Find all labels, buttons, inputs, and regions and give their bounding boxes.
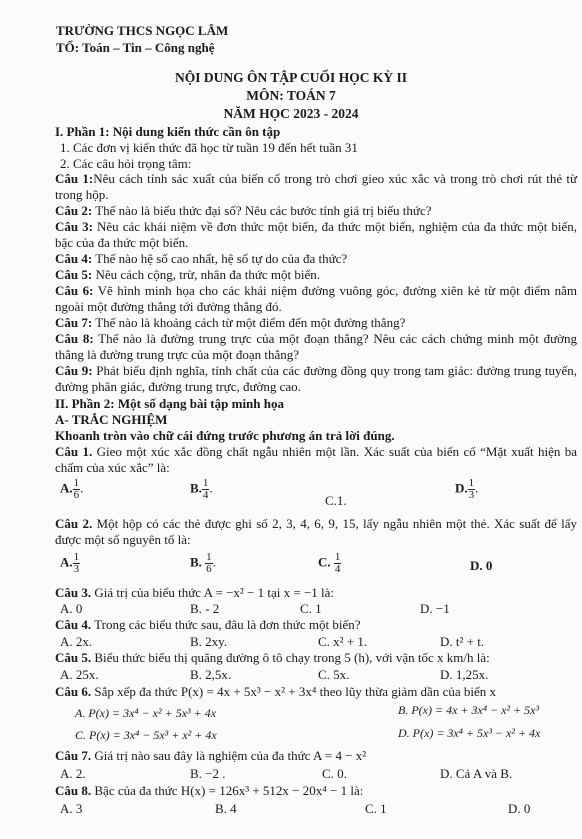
mcq-6-question: Câu 6. Sắp xếp đa thức P(x) = 4x + 5x³ − x² + 3x⁴ theo lũy thừa giảm dần của biến x xyxy=(55,684,496,699)
mcq-1-option-a[interactable]: A. $\frac{1}{6}$ . xyxy=(60,477,84,501)
mcq-3-option-c[interactable]: C. 1 xyxy=(300,601,322,616)
mcq-5-question: Câu 5. Biểu thức biểu thị quãng đường ô tô chạy trong 5 (h), với vận tốc x km/h là: xyxy=(55,650,490,665)
part1-item1: 1. Các đơn vị kiến thức đã học từ tuần 19 đến hết tuần 31 xyxy=(60,140,358,155)
mcq-4-option-a[interactable]: A. 2x. xyxy=(60,634,93,649)
question-6: Câu 6: Vẽ hình minh họa cho các khái niệm đường vuông góc, đường xiên kẻ từ một điểm nằm ngoài một đường thẳng tới đường thẳng đó. xyxy=(55,283,577,314)
school-year: NĂM HỌC 2023 - 2024 xyxy=(223,106,359,121)
mcq-7-option-d[interactable]: D. Cả A và B. xyxy=(440,766,513,781)
mcq-3-option-b[interactable]: B. - 2 xyxy=(190,601,220,616)
mcq-3-option-a[interactable]: A. 0 xyxy=(60,601,83,616)
question-7: Câu 7: Thế nào là khoảng cách từ một điểm đến một đường thẳng? xyxy=(55,315,406,330)
mcq-1-question: Câu 1. Gieo một xúc xắc đồng chất ngẫu nhiên một lần. Xác suất của biến cố “Mặt xuất hiện ba chấm của xúc xắc” là: xyxy=(55,444,577,475)
mcq-3-question: Câu 3. Giá trị của biểu thức A = −x² − 1 tại x = −1 là: xyxy=(55,585,335,600)
part2-heading: II. Phần 2: Một số dạng bài tập minh họa xyxy=(55,396,284,411)
mcq-1-option-c[interactable]: C.1. xyxy=(325,493,347,508)
mcq-6-option-c[interactable]: C. P(x) = 3x⁴ − 5x³ + x² + 4x xyxy=(75,728,217,742)
mcq-1-option-d[interactable]: D. $\frac{1}{3}$ . xyxy=(455,477,479,501)
mcq-4-option-c[interactable]: C. x² + 1. xyxy=(318,634,368,649)
mcq-2-option-b[interactable]: B. $\frac{1}{6}$ . xyxy=(190,551,216,575)
question-1: Câu 1:Nêu cách tính sác xuất của biến cố trong trò chơi gieo xúc xắc và trong trò chơi rút thẻ từ trong hộp. xyxy=(55,171,577,202)
mcq-instruction: Khoanh tròn vào chữ cái đứng trước phương án trả lời đúng. xyxy=(55,428,395,443)
question-5: Câu 5: Nêu cách cộng, trừ, nhân đa thức một biến. xyxy=(55,267,321,282)
section-heading: A- TRẮC NGHIỆM xyxy=(55,412,168,427)
mcq-6-option-a[interactable]: A. P(x) = 3x⁴ − x² + 5x³ + 4x xyxy=(75,706,217,720)
part1-heading: I. Phần 1: Nội dung kiến thức cần ôn tập xyxy=(55,124,281,139)
mcq-2-option-a[interactable]: A. $\frac{1}{3}$ xyxy=(60,551,80,575)
mcq-2-option-d[interactable]: D. 0 xyxy=(470,558,493,573)
question-9: Câu 9: Phát biểu định nghĩa, tính chất của các đường đồng quy trong tam giác: đường trung tuyến, đường phân giác, đường trung trực, đường cao. xyxy=(55,363,578,394)
mcq-5-option-c[interactable]: C. 5x. xyxy=(318,667,350,682)
doc-title: NỘI DUNG ÔN TẬP CUỐI HỌC KỲ II xyxy=(175,70,407,85)
mcq-2-option-c[interactable]: C. $\frac{1}{4}$ xyxy=(318,551,341,575)
mcq-5-option-a[interactable]: A. 25x. xyxy=(60,667,99,682)
mcq-8-option-d[interactable]: D. 0 xyxy=(508,801,531,816)
mcq-2-question: Câu 2. Một hộp có các thẻ được ghi số 2, 3, 4, 6, 9, 15, lấy ngẫu nhiên một thẻ. Xác suất để lấy được một số nguyên tố là: xyxy=(55,516,578,547)
mcq-7-option-c[interactable]: C. 0. xyxy=(322,766,347,781)
mcq-7-option-a[interactable]: A. 2. xyxy=(60,766,86,781)
mcq-5-option-b[interactable]: B. 2,5x. xyxy=(190,667,232,682)
mcq-8-question: Câu 8. Bậc của đa thức H(x) = 126x³ + 512x − 20x⁴ − 1 là: xyxy=(55,783,364,798)
mcq-4-question: Câu 4. Trong các biểu thức sau, đâu là đơn thức một biến? xyxy=(55,617,361,632)
question-2: Câu 2: Thế nào là biểu thức đại số? Nêu các bước tính giá trị biểu thức? xyxy=(55,203,432,218)
mcq-8-option-a[interactable]: A. 3 xyxy=(60,801,83,816)
part1-item2: 2. Các câu hỏi trọng tâm: xyxy=(60,156,192,171)
department: TỔ: Toán – Tin – Công nghệ xyxy=(56,40,215,55)
question-4: Câu 4: Thế nào hệ số cao nhất, hệ số tự do của đa thức? xyxy=(55,251,348,266)
question-8: Câu 8: Thế nào là đường trung trực của một đoạn thẳng? Nêu các cách chứng minh một đường thẳng là đường trung trực của một đoạn thẳng? xyxy=(55,331,577,362)
mcq-8-option-c[interactable]: C. 1 xyxy=(365,801,387,816)
mcq-3-option-d[interactable]: D. −1 xyxy=(420,601,450,616)
subject-line: MÔN: TOÁN 7 xyxy=(246,88,336,103)
mcq-1-option-b[interactable]: B. $\frac{1}{4}$ . xyxy=(190,477,213,501)
mcq-6-option-d[interactable]: D. P(x) = 3x⁴ + 5x³ − x² + 4x xyxy=(398,726,541,740)
mcq-6-option-b[interactable]: B. P(x) = 4x + 3x⁴ − x² + 5x³ xyxy=(398,703,540,717)
mcq-7-question: Câu 7. Giá trị nào sau đây là nghiệm của đa thức A = 4 − x² xyxy=(55,748,367,763)
question-3: Câu 3: Nêu các khái niệm về đơn thức một biến, đa thức một biến, nghiệm của đa thức một biến, bậc của đa thức một biến. xyxy=(55,219,577,250)
mcq-4-option-d[interactable]: D. t² + t. xyxy=(440,634,485,649)
school-name: TRƯỜNG THCS NGỌC LÂM xyxy=(56,23,229,38)
mcq-8-option-b[interactable]: B. 4 xyxy=(215,801,237,816)
mcq-7-option-b[interactable]: B. −2 . xyxy=(190,766,226,781)
mcq-5-option-d[interactable]: D. 1,25x. xyxy=(440,667,489,682)
mcq-4-option-b[interactable]: B. 2xy. xyxy=(190,634,228,649)
